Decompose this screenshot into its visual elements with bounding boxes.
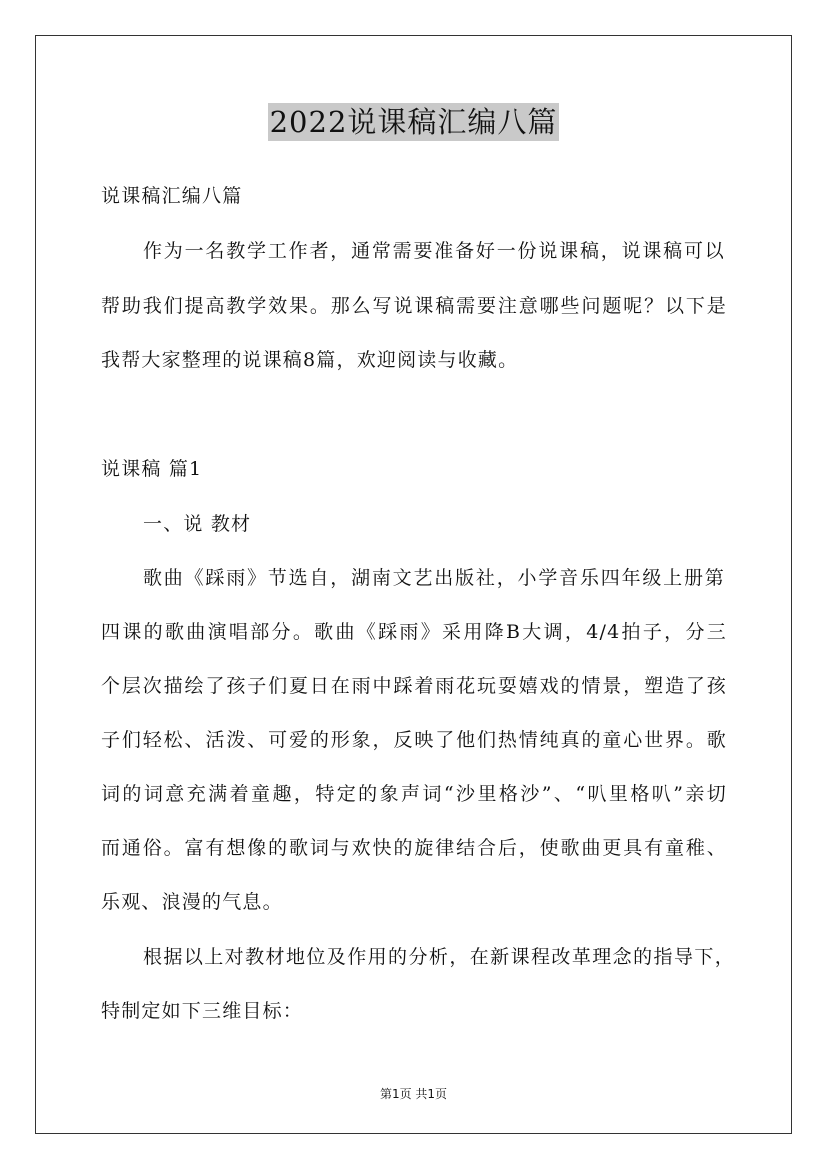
body-line-6: 而通俗。富有想像的歌词与欢快的旋律结合后，使歌曲更具有童稚、 <box>101 837 727 859</box>
body-line-3: 个层次描绘了孩子们夏日在雨中踩着雨花玩耍嬉戏的情景，塑造了孩 <box>101 675 727 697</box>
body-line-4: 子们轻松、活泼、可爱的形象，反映了他们热情纯真的童心世界。歌 <box>101 729 727 751</box>
page-footer: 第1页 共1页 <box>379 1087 448 1101</box>
section-heading: 说课稿 篇1 <box>101 458 203 480</box>
sub-heading: 一、说 教材 <box>143 513 252 535</box>
subtitle: 说课稿汇编八篇 <box>101 185 243 207</box>
intro-line-3: 我帮大家整理的说课稿8篇，欢迎阅读与收藏。 <box>101 349 519 371</box>
analysis-line-1: 根据以上对教材地位及作用的分析，在新课程改革理念的指导下， <box>143 946 735 968</box>
body-line-7: 乐观、浪漫的气息。 <box>101 891 283 913</box>
intro-line-2: 帮助我们提高教学效果。那么写说课稿需要注意哪些问题呢？以下是 <box>101 295 727 317</box>
body-line-2: 四课的歌曲演唱部分。歌曲《踩雨》采用降B大调，4/4拍子，分三 <box>101 621 727 643</box>
document-title-wrap <box>0 100 827 141</box>
body-line-5: 词的词意充满着童趣，特定的象声词“沙里格沙”、“叭里格叭”亲切 <box>101 783 727 805</box>
analysis-line-2: 特制定如下三维目标： <box>101 1000 304 1022</box>
body-line-1: 歌曲《踩雨》节选自，湖南文艺出版社，小学音乐四年级上册第 <box>143 567 725 589</box>
intro-line-1: 作为一名教学工作者，通常需要准备好一份说课稿，说课稿可以 <box>143 240 725 262</box>
document-title: 2022说课稿汇编八篇 <box>269 105 558 139</box>
